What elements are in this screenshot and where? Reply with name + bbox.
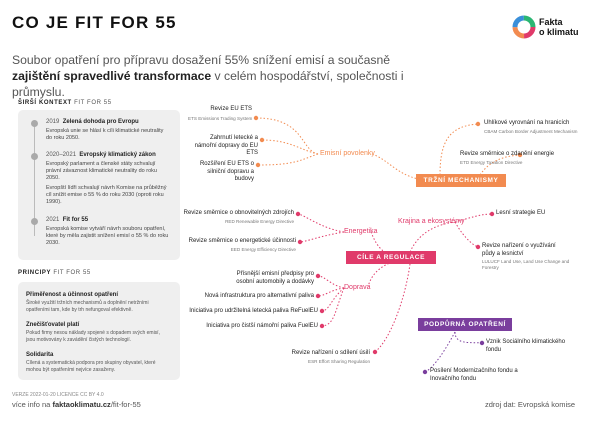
timeline-item-desc: Evropský parlament a členské státy schvalují právní závaznost klimatické neutrality do roku 2050. bbox=[46, 161, 157, 181]
logo-line-2: o klimatu bbox=[539, 27, 579, 37]
principle-desc: Pokud firmy nesou náklady spojené s dopadem svých emisí, jsou motivovány k zavádění čistých technologií. bbox=[26, 330, 160, 343]
leaf-forest-strategy: Lesní strategie EU bbox=[496, 210, 546, 216]
timeline-item-year: 2020–2021 Evropský klimatický zákon bbox=[46, 152, 156, 158]
leaf-eu-ets: Revize EU ETS bbox=[210, 106, 252, 112]
page-title: CO JE FIT FOR 55 bbox=[12, 13, 177, 32]
principle-name: Znečišťovatel platí bbox=[26, 322, 80, 328]
logo-line-1: Fakta bbox=[539, 17, 563, 27]
leaf-cbam-sub: CBAM Carbon Border Adjustment Mechanism bbox=[484, 129, 578, 134]
timeline-item-desc: Evropská komise vytváří návrh souboru opatření, které by měla zajistit snížení emisí o 55 % do roku 2030. bbox=[46, 226, 169, 246]
leaf-modernisation-fund: Posílení Modernizačního fondu a Inovačního fondu bbox=[430, 368, 518, 382]
leaf-car-emissions: Přísnější emisní předpisy pro osobní automobily a dodávky bbox=[236, 271, 314, 285]
leaf-eed-sub: EED Energy Efficiency Directive bbox=[230, 247, 296, 252]
leaf-alt-fuels: Nová infrastruktura pro alternativní paliva bbox=[204, 293, 314, 299]
leaf-red: Revize směrnice o obnovitelných zdrojích bbox=[183, 210, 294, 216]
principle-desc: Široké využití tržních mechanismů a doplnění netržními opatřeními tam, kde by trh nefungoval efektivně. bbox=[26, 300, 149, 313]
hub-targets-regulation[interactable]: CÍLE A REGULACE bbox=[346, 251, 436, 264]
hub-market-mechanisms[interactable]: TRŽNÍ MECHANISMY bbox=[416, 174, 506, 187]
hub-support-measures[interactable]: PODPŮRNÁ OPATŘENÍ bbox=[418, 318, 512, 331]
timeline-item-year: 2021 Fit for 55 bbox=[46, 217, 89, 223]
lead-text: Soubor opatření pro přípravu dosažení 55% snížení emisí a současně bbox=[12, 53, 391, 67]
leaf-refueleu: Iniciativa pro udržitelná letecká paliva ReFuelEU bbox=[189, 308, 318, 314]
principle-name: Solidarita bbox=[26, 352, 54, 358]
support-connectors bbox=[425, 332, 482, 372]
category-transport[interactable]: Doprava bbox=[344, 284, 371, 291]
principles-heading-suffix: FIT FOR 55 bbox=[53, 270, 91, 276]
timeline-item-year: 2019 Zelená dohoda pro Evropu bbox=[46, 119, 139, 125]
timeline-item-desc: Evropští lídři schvalují návrh Komise na průběžný cíl snížit emise o 55 % do roku 2030 (oproti roku 1990). bbox=[46, 185, 167, 205]
category-emission-allowances[interactable]: Emisní povolenky bbox=[320, 150, 375, 157]
more-info-link[interactable]: více info na faktaoklimatu.cz/fit-for-55 bbox=[12, 400, 141, 409]
timeline-item-desc: Evropská unie se hlásí k cíli klimatické neutrality do roku 2050. bbox=[46, 128, 164, 141]
leaf-eed: Revize směrnice o energetické účinnosti bbox=[188, 238, 296, 244]
leaf-etd-sub: ETD Energy Taxation Directive bbox=[460, 160, 523, 165]
category-energy[interactable]: Energetika bbox=[344, 228, 378, 235]
lead-bold: zajištění spravedlivé transformace bbox=[12, 69, 212, 83]
principles-heading-main: PRINCIPY bbox=[18, 270, 52, 276]
leaf-eu-ets-sub: ETS Emissions Trading System bbox=[188, 116, 253, 121]
leaf-lulucf-sub: LULUCF Land Use, Land Use Change and Forestry bbox=[482, 259, 570, 270]
context-heading-suffix: FIT FOR 55 bbox=[74, 100, 112, 106]
targets-connectors bbox=[298, 214, 492, 352]
leaf-esr: Revize nařízení o sdílení úsilí bbox=[291, 350, 370, 356]
leaf-lulucf: Revize nařízení o využívání půdy a lesnictví bbox=[482, 243, 556, 257]
leaf-fueleu: Iniciativa pro čistší námořní paliva FuelEU bbox=[206, 323, 318, 329]
version-note: VERZE 2022-01-20 LICENCE CC BY 4.0 bbox=[12, 392, 104, 398]
leaf-etd: Revize směrnice o zdanění energie bbox=[460, 151, 555, 157]
context-heading-main: ŠIRŠÍ KONTEXT bbox=[18, 100, 72, 106]
leaf-cbam: Uhlíkové vyrovnání na hranicích bbox=[484, 120, 570, 126]
leaf-social-climate-fund: Vznik Sociálního klimatického fondu bbox=[486, 339, 566, 353]
category-landscape[interactable]: Krajina a ekosystémy bbox=[398, 218, 465, 225]
leaf-ets-extension: Rozšíření EU ETS o silniční dopravu a budovy bbox=[199, 161, 254, 182]
leaf-aviation-maritime: Zahrnutí letecké a námořní dopravy do EU ETS bbox=[194, 135, 258, 156]
principle-name: Přiměřenost a účinnost opatření bbox=[26, 292, 119, 298]
principle-desc: Cílená a systematická podpora pro skupiny obyvatel, které mohou být opatřeními nejvíce zasaženy. bbox=[26, 360, 156, 373]
lead-text-end: v celém hospodářství, společnosti i průmyslu. bbox=[12, 69, 404, 99]
leaf-red-sub: RED Renewable Energy Directive bbox=[225, 219, 294, 224]
data-source: zdroj dat: Evropská komise bbox=[485, 400, 576, 409]
market-connectors bbox=[256, 118, 523, 180]
leaf-esr-sub: ESR Effort Sharing Regulation bbox=[308, 359, 370, 364]
